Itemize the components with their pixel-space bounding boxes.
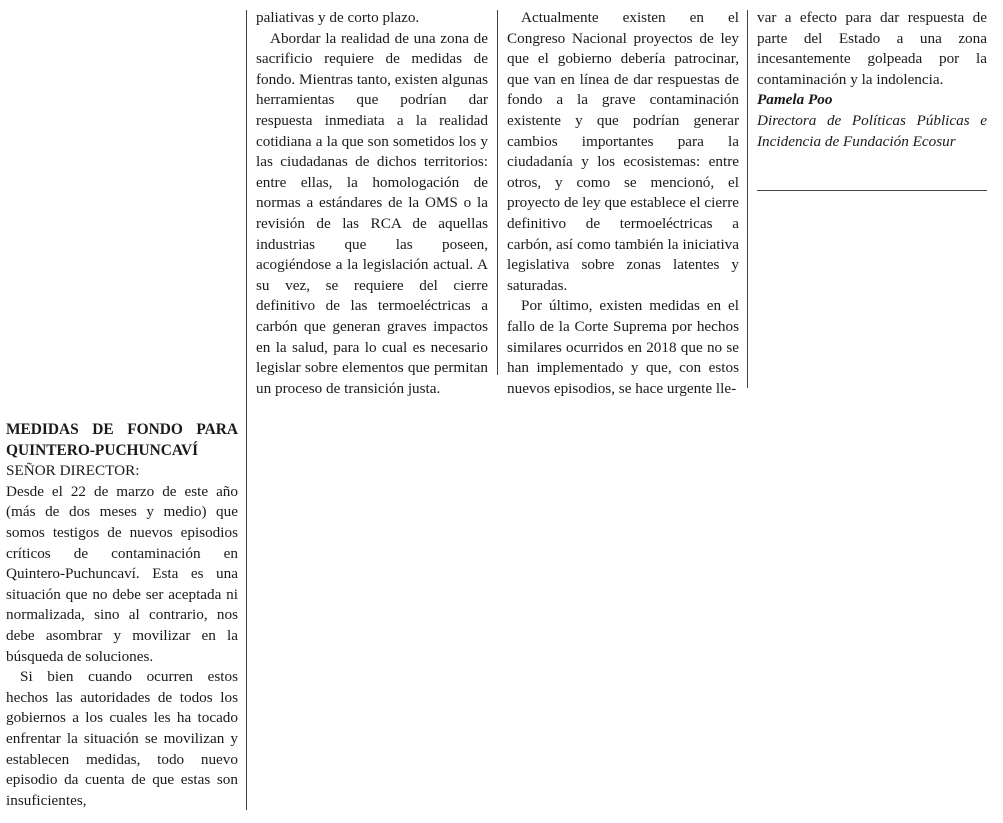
letter-salutation: SEÑOR DIRECTOR: (6, 462, 140, 480)
signature-role: Directora de Políticas Públicas e Incidencia de Fundación Ecosur (757, 111, 987, 150)
letter-paragraph: Por último, existen medidas en el fallo de la Corte Suprema por hechos similares ocurridos en 2018 que no se han implementado y que, con estos nuevos episodios, se hace urgente lle- (507, 297, 739, 397)
letter-column-2 (256, 8, 488, 399)
letter-paragraph: Actualmente existen en el Congreso Nacional proyectos de ley que el gobierno debería patrocinar, que van en línea de dar respuestas de fondo a la grave contaminación existente y que podrían generar cambios importantes para la ciudadanía y los ecosistemas: entre otros, y como se mencionó, el proyecto de ley que establece el cierre definitivo de termoeléctricas a carbón, así como también la iniciativa legislativa sobre zonas latentes y saturadas. (507, 9, 739, 294)
letter-headline: MEDIDAS DE FONDO PARA QUINTERO-PUCHUNCAVÍ (6, 421, 238, 459)
letter-paragraph: Si bien cuando ocurren estos hechos las autoridades de todos los gobiernos a los cuales les ha tocado enfrentar la situación se movilizan y establecen medidas, todo nuevo episodio da cuenta de que estas son insuficientes, (6, 668, 238, 809)
letter-column-3 (507, 8, 739, 399)
letter-paragraph: Abordar la realidad de una zona de sacrificio requiere de medidas de fondo. Mientras tanto, existen algunas herramientas que podrían dar respuesta inmediata a la realidad cotidiana a la que son sometidos los y las ciudadanas de dichos territorios: entre ellas, la homologación de normas a estándares de la OMS o la revisión de las RCA de aquellas industrias que las poseen, acogiéndose a la legislación actual. A su vez, se requiere del cierre definitivo de las termoeléctricas a carbón que generan graves impactos en la salud, para lo cual es necesario legislar sobre elementos que permitan un proceso de transición justa. (256, 29, 488, 397)
column-rule-1 (246, 10, 247, 810)
column-rule-2 (497, 10, 498, 375)
letter-paragraph: var a efecto para dar respuesta de parte del Estado a una zona incesantemente golpeada por la contaminación y la indolencia. (757, 9, 987, 88)
signature-divider (757, 190, 987, 191)
letter-column-1 (6, 420, 238, 811)
signature-name: Pamela Poo (757, 91, 833, 109)
letter-paragraph: Desde el 22 de marzo de este año (más de dos meses y medio) que somos testigos de nuevos episodios críticos de contaminación en Quintero-Puchuncaví. Esta es una situación que no debe ser aceptada ni normalizada, sino al contrario, nos debe asombrar y movilizar en la búsqueda de soluciones. (6, 482, 238, 665)
letter-column-4 (757, 8, 987, 152)
letter-paragraph: paliativas y de corto plazo. (256, 9, 420, 26)
column-rule-3 (747, 10, 748, 388)
